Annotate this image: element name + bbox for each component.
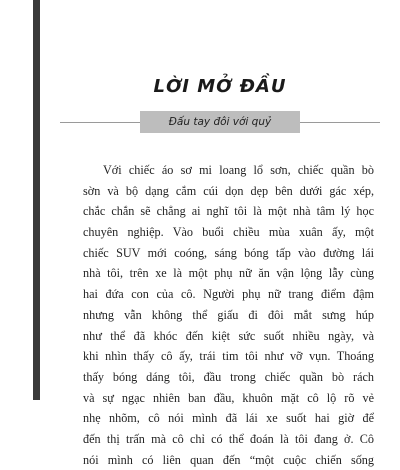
body-line: chiếc SUV mới coóng, sáng bóng tấp vào đường lái [83, 245, 374, 260]
body-line: sờn và bộ dạng cắm cúi dọn dẹp bên dưới gác xép, [83, 183, 374, 198]
chapter-heading: LỜI MỞ ĐẦU [153, 76, 287, 97]
body-line: và sự ngạc nhiên ban đầu, khuôn mặt cô lộ rõ vẻ [83, 390, 374, 405]
body-line: nhưng vẫn không thể giấu đi đôi mắt sưng húp [83, 307, 374, 322]
body-line: thấy bóng dáng tôi, đầu trong chiếc quần bò rách [83, 369, 374, 384]
body-line: nói mình có liên quan đến “một cuộc chiến sống [83, 452, 374, 467]
body-line: hai đứa con của cô. Người phụ nữ trang điểm đậm [83, 287, 374, 302]
body-line: Với chiếc áo sơ mi loang lổ sơn, chiếc quần bò [103, 163, 374, 177]
body-line: khi nhìn thấy cô ấy, trái tim tôi như vỡ vụn. Thoáng [83, 349, 374, 364]
body-line: nhà tôi, trên xe là một phụ nữ ăn vận lộng lẫy cùng [83, 266, 374, 281]
body-line: đến thị trấn mà cô chỉ có thể đoán là tôi đang ở. Cô [83, 431, 374, 446]
body-line: nhẹ nhõm, cô nói mình đã lái xe suốt hai giờ để [83, 411, 374, 426]
body-line: chuyên nghiệp. Vào buổi chiều mùa xuân ấy, một [83, 225, 374, 240]
chapter-subtitle: Đấu tay đôi với quỷ [168, 116, 272, 128]
page-edge-bar [33, 0, 40, 400]
body-line: chắc chắn sẽ chẳng ai nghĩ tôi là một nhà tâm lý học [83, 204, 374, 219]
body-text [83, 160, 374, 470]
body-line: như thể đã khóc đến kiệt sức suốt nhiều ngày, và [83, 328, 374, 343]
